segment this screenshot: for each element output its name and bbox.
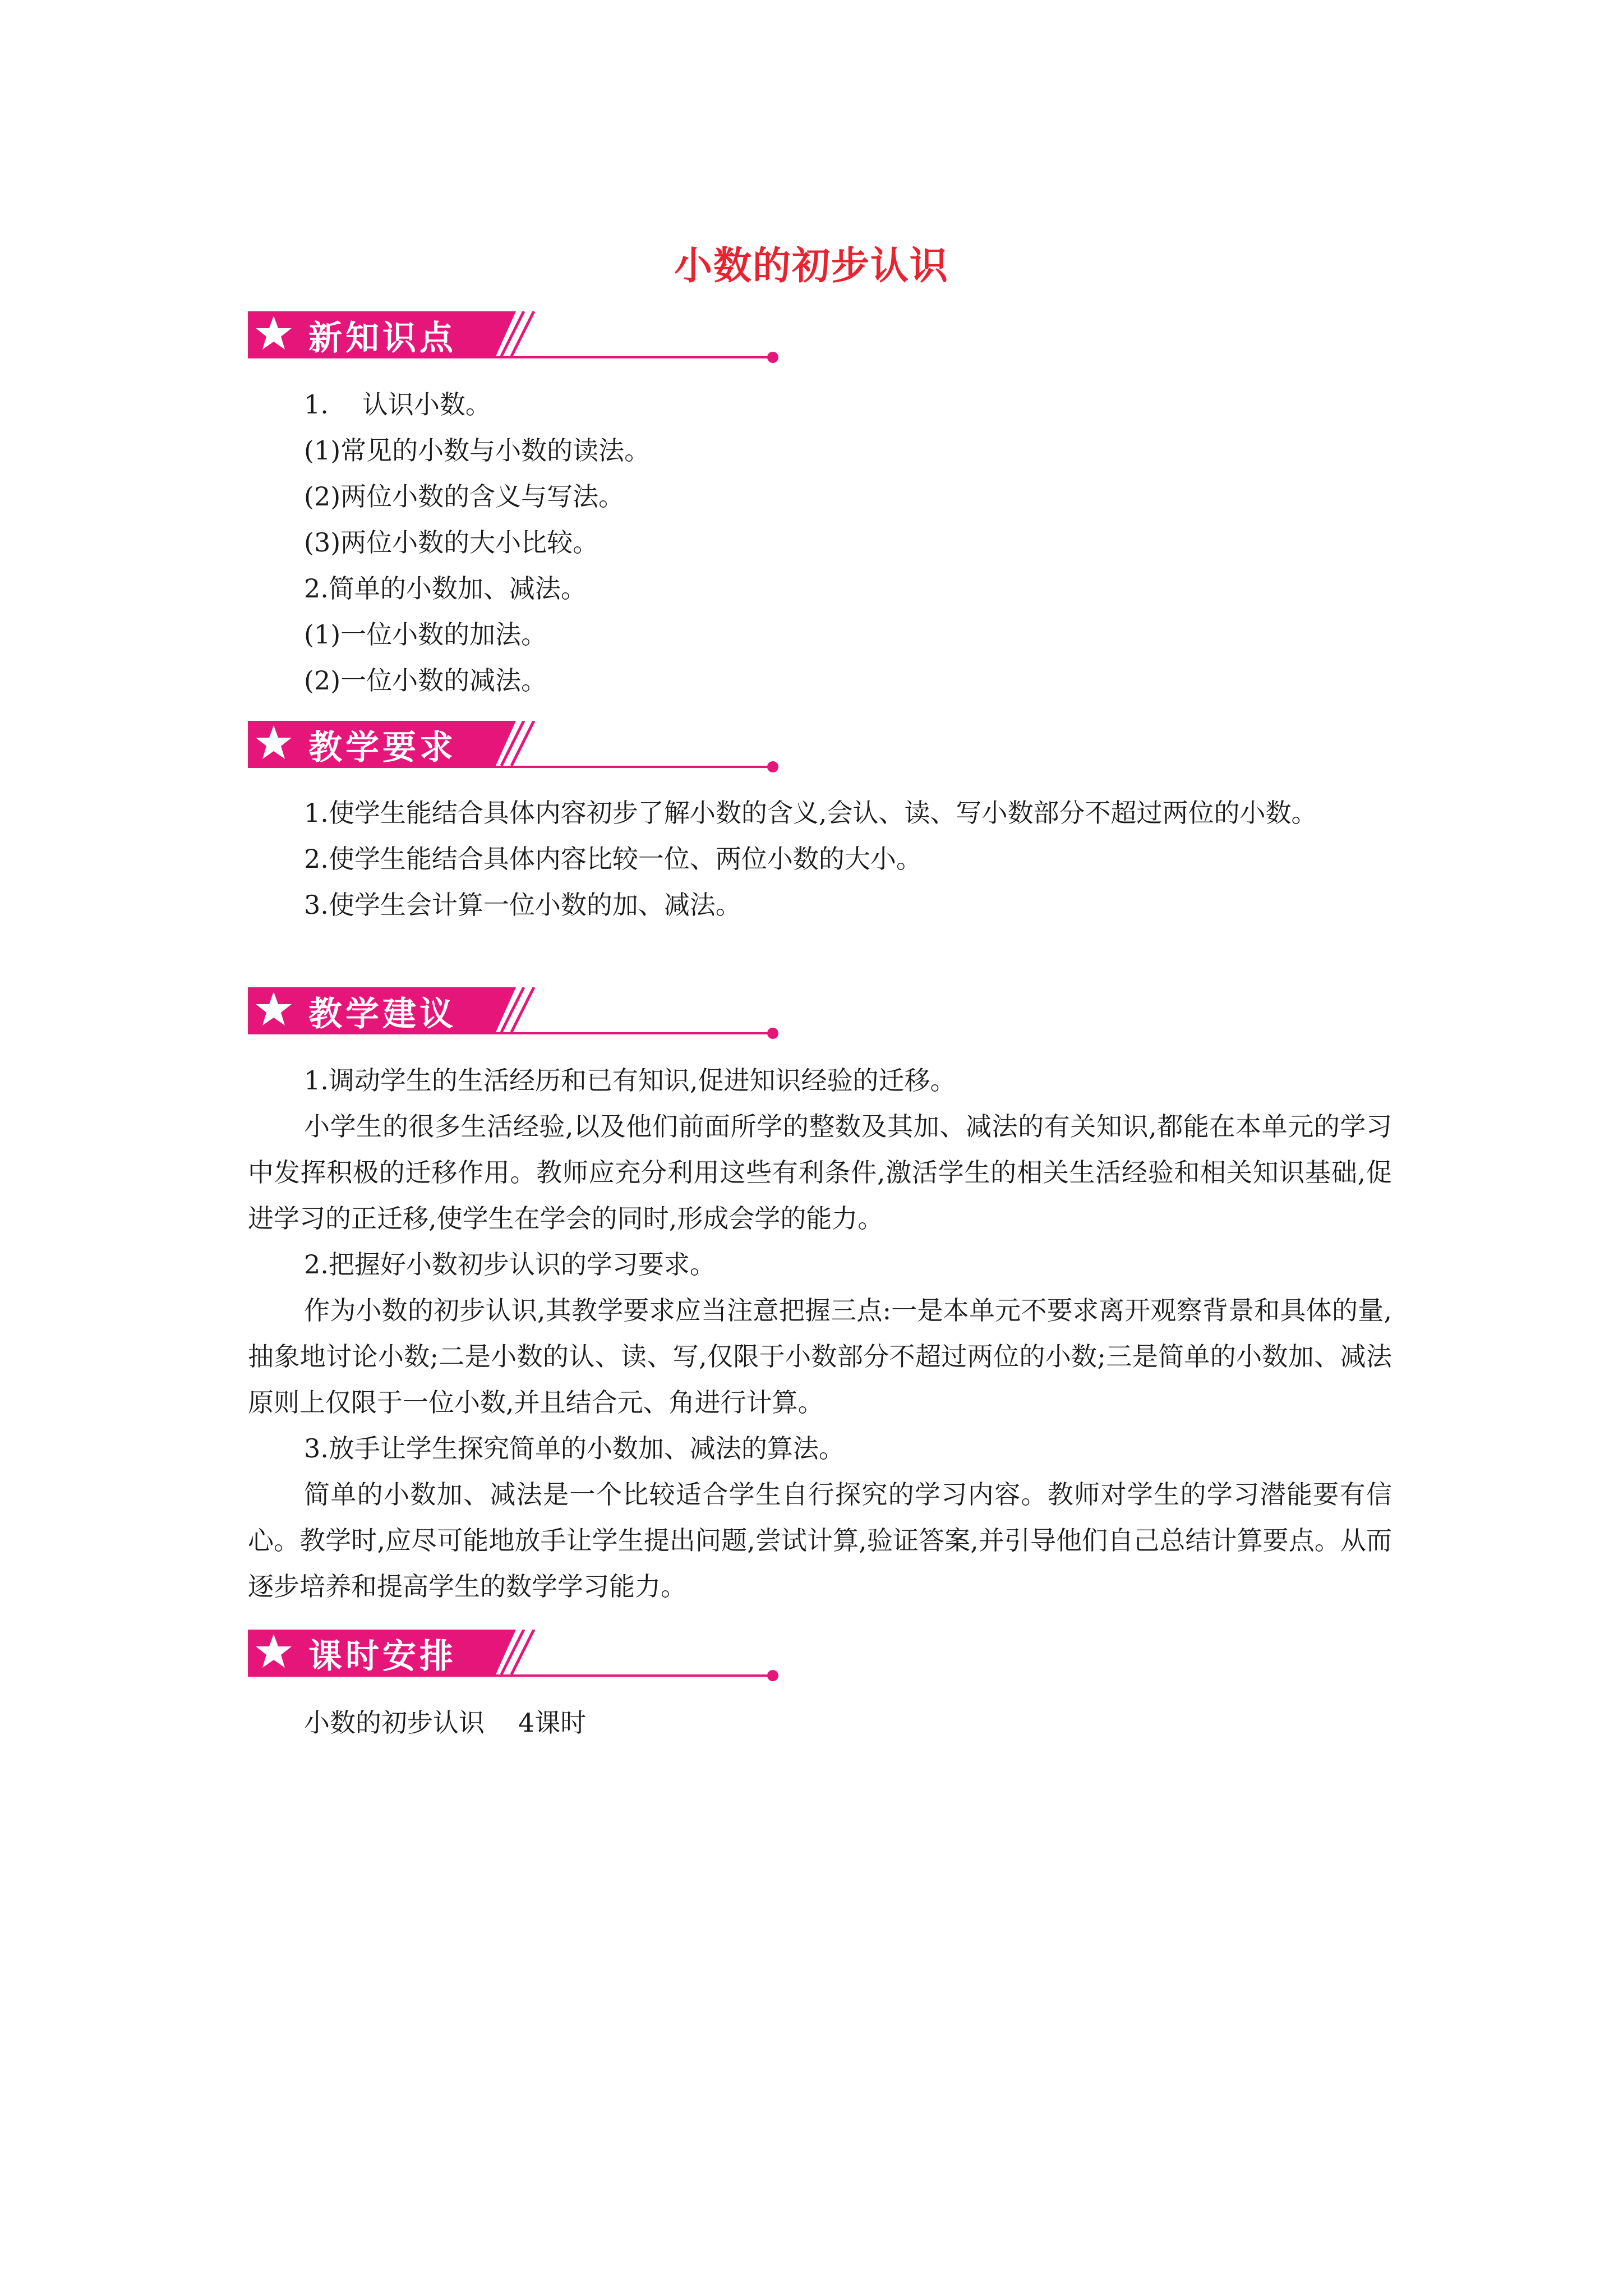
section-body-suggestions — [248, 1057, 1392, 1609]
paragraph: 1.使学生能结合具体内容初步了解小数的含义,会认、读、写小数部分不超过两位的小数。 — [304, 798, 1317, 828]
section-header-label: 教学要求 — [308, 728, 457, 767]
list-item: (1)常见的小数与小数的读法。 — [304, 435, 651, 466]
list-item: (1)一位小数的加法。 — [304, 619, 547, 650]
section-body-knowledge — [248, 381, 1392, 703]
paragraph: 小学生的很多生活经验,以及他们前面所学的整数及其加、减法的有关知识,都能在本单元的学习中发挥积极的迁移作用。教师应充分利用这些有利条件,激活学生的相关生活经验和相关知识基础,促进学习的正迁移,使学生在学会的同时,形成会学的能力。 — [248, 1111, 1392, 1234]
section-header-knowledge — [248, 311, 786, 367]
paragraph: 1.调动学生的生活经历和已有知识,促进知识经验的迁移。 — [304, 1065, 956, 1096]
schedule-line — [248, 1700, 1392, 1746]
section-header-label: 教学建议 — [308, 995, 457, 1034]
paragraph: 简单的小数加、减法是一个比较适合学生自行探究的学习内容。教师对学生的学习潜能要有信心。教学时,应尽可能地放手让学生提出问题,尝试计算,验证答案,并引导他们自己总结计算要点。从而逐步培养和提高学生的数学学习能力。 — [248, 1479, 1392, 1602]
schedule-item: 小数的初步认识 — [304, 1708, 485, 1738]
section-header-label: 新知识点 — [308, 319, 457, 358]
section-header-label: 课时安排 — [308, 1637, 457, 1676]
star-icon — [251, 311, 296, 356]
list-item: 2.简单的小数加、减法。 — [304, 573, 587, 604]
section-body-schedule — [248, 1700, 1392, 1746]
page-title: 小数的初步认识 — [674, 243, 949, 288]
paragraph: 2.使学生能结合具体内容比较一位、两位小数的大小。 — [304, 844, 922, 874]
paragraph: 作为小数的初步认识,其教学要求应当注意把握三点:一是本单元不要求离开观察背景和具体的量,抽象地讨论小数;二是小数的认、读、写,仅限于小数部分不超过两位的小数;三是简单的小数加、减法原则上仅限于一位小数,并且结合元、角进行计算。 — [248, 1295, 1392, 1418]
list-item: (2)两位小数的含义与写法。 — [304, 481, 625, 512]
schedule-hours: 4课时 — [518, 1708, 587, 1738]
section-header-requirements — [248, 721, 786, 777]
paragraph: 3.放手让学生探究简单的小数加、减法的算法。 — [304, 1433, 845, 1464]
star-icon — [251, 987, 296, 1032]
list-item: 1. 认识小数。 — [304, 389, 491, 420]
section-header-suggestions — [248, 987, 786, 1043]
star-icon — [251, 1630, 296, 1674]
list-item: (2)一位小数的减法。 — [304, 665, 547, 696]
paragraph: 3.使学生会计算一位小数的加、减法。 — [304, 890, 741, 920]
paragraph: 2.把握好小数初步认识的学习要求。 — [304, 1249, 716, 1280]
list-item: (3)两位小数的大小比较。 — [304, 527, 599, 558]
star-icon — [251, 721, 296, 766]
section-body-requirements — [248, 790, 1392, 928]
section-header-schedule — [248, 1630, 786, 1686]
